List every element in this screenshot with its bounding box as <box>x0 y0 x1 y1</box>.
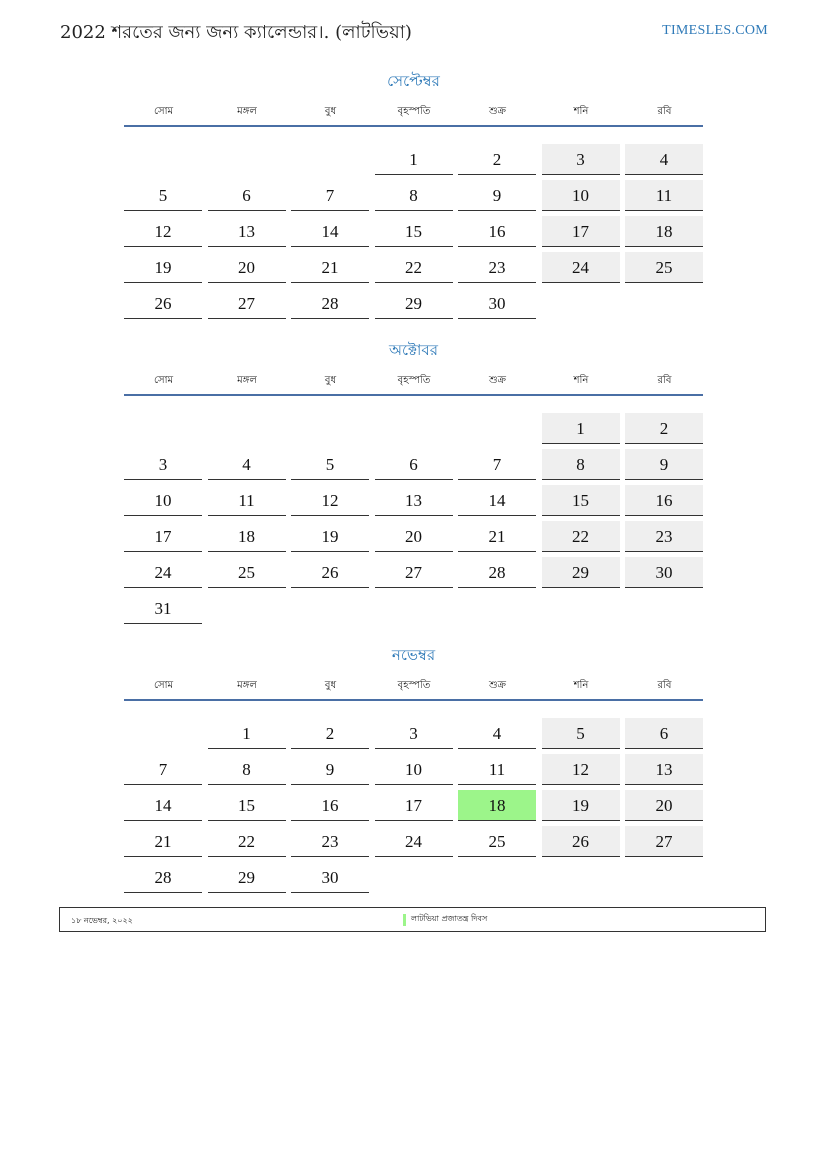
weekday-label: সোম <box>153 680 174 691</box>
month-october <box>124 339 703 618</box>
day-cell: 14 <box>124 790 202 821</box>
legend-swatch <box>403 914 406 926</box>
day-cell: 4 <box>458 718 536 749</box>
day-cell: 24 <box>375 826 453 857</box>
weekday-label: রবি <box>657 106 672 117</box>
day-cell: 7 <box>124 754 202 785</box>
month-title: নভেম্বর <box>391 646 436 664</box>
weekday-label: বুধ <box>324 680 337 691</box>
header-rule <box>124 699 703 701</box>
day-cell: 8 <box>375 180 453 211</box>
day-cell: 15 <box>375 216 453 247</box>
day-cell: 18 <box>625 216 703 247</box>
day-cell: 21 <box>291 252 369 283</box>
weekday-label: শুক্র <box>489 375 506 386</box>
day-cell: 29 <box>375 288 453 319</box>
day-cell: 2 <box>458 144 536 175</box>
day-cell: 1 <box>208 718 286 749</box>
day-cell: 9 <box>291 754 369 785</box>
weekday-label: বৃহস্পতি <box>397 375 431 386</box>
day-cell: 22 <box>375 252 453 283</box>
weekday-label: শনি <box>573 106 589 117</box>
day-cell: 2 <box>625 413 703 444</box>
day-cell: 12 <box>542 754 620 785</box>
day-cell: 7 <box>458 449 536 480</box>
month-title: অক্টোবর <box>388 341 439 359</box>
day-cell: 13 <box>625 754 703 785</box>
day-cell: 19 <box>291 521 369 552</box>
day-cell: 6 <box>625 718 703 749</box>
day-cell: 26 <box>542 826 620 857</box>
day-cell: 8 <box>542 449 620 480</box>
weekday-label: বৃহস্পতি <box>397 106 431 117</box>
weekday-label: বুধ <box>324 375 337 386</box>
day-cell: 20 <box>375 521 453 552</box>
day-cell: 15 <box>208 790 286 821</box>
day-cell: 18 <box>208 521 286 552</box>
month-november <box>124 644 703 887</box>
day-cell: 28 <box>458 557 536 588</box>
day-cell: 3 <box>375 718 453 749</box>
day-cell: 20 <box>208 252 286 283</box>
weekday-label: শুক্র <box>489 106 506 117</box>
weekday-header <box>124 373 703 413</box>
day-cell: 13 <box>208 216 286 247</box>
weekday-label: মঙ্গল <box>237 680 257 691</box>
holiday-legend <box>403 913 487 926</box>
weekday-label: শনি <box>573 375 589 386</box>
day-cell: 2 <box>291 718 369 749</box>
day-cell: 7 <box>291 180 369 211</box>
day-cell: 15 <box>542 485 620 516</box>
day-cell: 5 <box>542 718 620 749</box>
day-cell: 17 <box>375 790 453 821</box>
day-cell: 20 <box>625 790 703 821</box>
day-cell: 11 <box>625 180 703 211</box>
day-cell: 24 <box>542 252 620 283</box>
day-cell: 3 <box>542 144 620 175</box>
day-cell: 24 <box>124 557 202 588</box>
legend-label: লাটভিয়া প্রজাতন্ত্র দিবস <box>411 914 488 923</box>
weekday-label: শুক্র <box>489 680 506 691</box>
day-cell: 10 <box>124 485 202 516</box>
day-cell: 30 <box>458 288 536 319</box>
day-cell: 1 <box>542 413 620 444</box>
month-september <box>124 70 703 313</box>
day-cell: 28 <box>291 288 369 319</box>
weekday-label: বৃহস্পতি <box>397 680 431 691</box>
weekday-label: শনি <box>573 680 589 691</box>
day-cell: 30 <box>625 557 703 588</box>
day-cell: 11 <box>208 485 286 516</box>
day-cell: 13 <box>375 485 453 516</box>
day-cell: 30 <box>291 862 369 893</box>
day-cell: 29 <box>208 862 286 893</box>
day-cell: 23 <box>458 252 536 283</box>
weekday-label: মঙ্গল <box>237 375 257 386</box>
day-cell: 14 <box>458 485 536 516</box>
holiday-day-cell: 18 <box>458 790 536 821</box>
day-cell: 16 <box>291 790 369 821</box>
holiday-footer <box>59 907 766 932</box>
weekday-label: সোম <box>153 375 174 386</box>
weekday-label: সোম <box>153 106 174 117</box>
weekday-header <box>124 678 703 718</box>
month-title: সেপ্টেম্বর <box>387 72 440 90</box>
day-cell: 28 <box>124 862 202 893</box>
day-cell: 23 <box>291 826 369 857</box>
day-cell: 4 <box>625 144 703 175</box>
weekday-label: রবি <box>657 375 672 386</box>
day-cell: 12 <box>124 216 202 247</box>
day-cell: 9 <box>625 449 703 480</box>
day-cell: 19 <box>124 252 202 283</box>
header-rule <box>124 125 703 127</box>
day-cell: 25 <box>208 557 286 588</box>
day-cell: 8 <box>208 754 286 785</box>
day-cell: 26 <box>291 557 369 588</box>
day-cell: 12 <box>291 485 369 516</box>
day-cell: 27 <box>208 288 286 319</box>
day-cell: 5 <box>124 180 202 211</box>
day-cell: 10 <box>542 180 620 211</box>
day-cell: 22 <box>542 521 620 552</box>
day-cell: 17 <box>542 216 620 247</box>
footer-date: ১৮ নভেম্বর, ২০২২ <box>71 916 133 925</box>
day-cell: 17 <box>124 521 202 552</box>
weekday-header <box>124 104 703 144</box>
day-cell: 26 <box>124 288 202 319</box>
day-cell: 10 <box>375 754 453 785</box>
day-cell: 29 <box>542 557 620 588</box>
day-cell: 16 <box>625 485 703 516</box>
page-title: 2022 শরতের জন্য জন্য ক্যালেন্ডার।. (লাটভিয়া) <box>60 22 412 43</box>
day-cell: 9 <box>458 180 536 211</box>
header-rule <box>124 394 703 396</box>
day-cell: 3 <box>124 449 202 480</box>
day-cell: 14 <box>291 216 369 247</box>
day-cell: 25 <box>458 826 536 857</box>
weekday-label: বুধ <box>324 106 337 117</box>
day-cell: 31 <box>124 593 202 624</box>
weekday-label: রবি <box>657 680 672 691</box>
site-link[interactable]: TIMESLES.COM <box>662 23 768 38</box>
day-cell: 11 <box>458 754 536 785</box>
day-cell: 27 <box>625 826 703 857</box>
day-cell: 5 <box>291 449 369 480</box>
day-cell: 16 <box>458 216 536 247</box>
day-cell: 27 <box>375 557 453 588</box>
day-cell: 6 <box>375 449 453 480</box>
day-cell: 6 <box>208 180 286 211</box>
day-cell: 22 <box>208 826 286 857</box>
day-cell: 23 <box>625 521 703 552</box>
day-cell: 19 <box>542 790 620 821</box>
day-cell: 21 <box>458 521 536 552</box>
day-cell: 1 <box>375 144 453 175</box>
weekday-label: মঙ্গল <box>237 106 257 117</box>
day-cell: 4 <box>208 449 286 480</box>
day-cell: 21 <box>124 826 202 857</box>
day-cell: 25 <box>625 252 703 283</box>
